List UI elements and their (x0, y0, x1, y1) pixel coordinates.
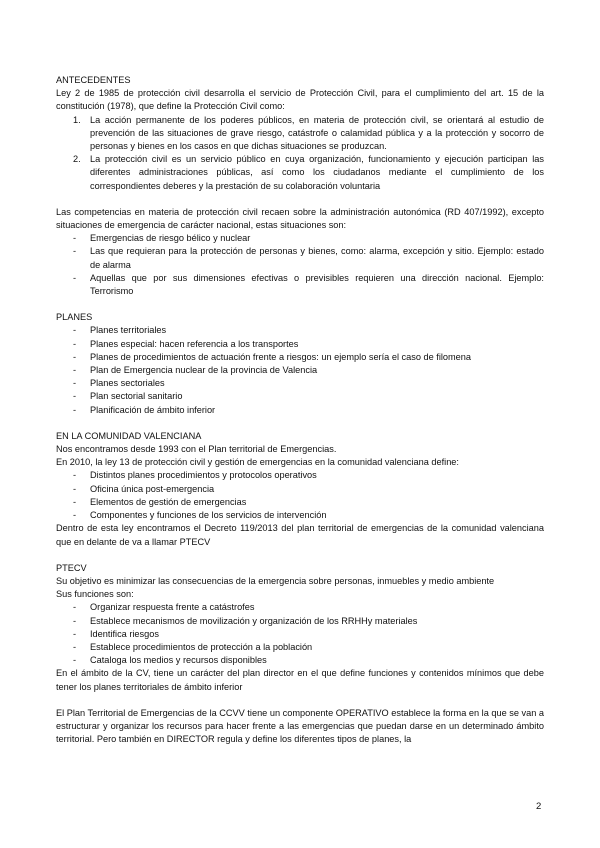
list-item-text: Componentes y funciones de los servicios de intervención (90, 510, 327, 521)
list-item: - Aquellas que por sus dimensiones efectivas o previsibles requieren una dirección nacional. Ejemplo: Terrorismo (73, 272, 544, 297)
list-item (56, 153, 544, 193)
list-item: - Oficina única post-emergencia (73, 483, 215, 494)
list-item-text: Planes sectoriales (90, 378, 165, 389)
list-item: - Organizar respuesta frente a catástrofes (73, 602, 255, 613)
ptecv-list (56, 601, 544, 667)
comunidad-heading: EN LA COMUNIDAD VALENCIANA (56, 430, 202, 441)
antecedentes-heading: ANTECEDENTES (56, 75, 131, 85)
list-item: - Planificación de ámbito inferior (73, 404, 216, 415)
antecedentes-list (56, 114, 544, 193)
planes-heading: PLANES (56, 312, 93, 323)
antecedentes-intro: Ley 2 de 1985 de protección civil desarrolla el servicio de Protección Civil, para el cumplimiento del art. 15 de la constitución (1978), que define la Protección Civil como: (56, 88, 544, 112)
list-item: - Las que requieran para la protección de personas y bienes, como: alarma, excepción y sitio. Ejemplo: estado de alarma (73, 246, 544, 270)
planes-list (56, 324, 544, 416)
page-number: 2 (536, 801, 542, 812)
comunidad-line-2: En 2010, la ley 13 de protección civil y gestión de emergencias en la comunidad valenciana define: (56, 457, 459, 468)
list-item-text: Plan sectorial sanitario (90, 391, 183, 402)
list-item-text: Emergencias de riesgo bélico y nuclear (90, 233, 251, 244)
list-item: - Planes sectoriales (73, 378, 165, 389)
final-paragraph: El Plan Territorial de Emergencias de la CCVV tiene un componente OPERATIVO establece la forma en la que se van a estructurar y organizar los recursos para hacer frente a las emergencias que puedan darse en un determinado ámbito territorial. Pero también en DIRECTOR regula y define los diferentes tipos de planes, la (56, 707, 544, 745)
list-item: - Plan sectorial sanitario (73, 391, 183, 402)
list-item: - Cataloga los medios y recursos disponibles (73, 655, 267, 666)
list-number: 2. (73, 154, 81, 165)
list-item-text: Planes territoriales (90, 325, 167, 336)
list-item: - Elementos de gestión de emergencias (73, 496, 247, 507)
comunidad-line-1: Nos encontramos desde 1993 con el Plan territorial de Emergencias. (56, 444, 337, 455)
list-item-text: Aquellas que por sus dimensiones efectivas o previsibles requieren una dirección nacional. Ejemplo: Terrorismo (90, 272, 544, 297)
ptecv-heading: PTECV (56, 562, 87, 573)
list-item: - Establece procedimientos de protección a la población (73, 641, 313, 652)
comunidad-list (56, 469, 544, 522)
list-item: - Identifica riesgos (73, 628, 159, 639)
list-item-text: Establece procedimientos de protección a la población (90, 641, 313, 652)
list-item: - Planes especial: hacen referencia a los transportes (73, 338, 299, 349)
ptecv-functions-label: Sus funciones son: (56, 589, 134, 600)
list-item: - Establece mecanismos de movilización y organización de los RRHHy materiales (73, 615, 418, 626)
page-content (56, 74, 544, 746)
list-item-text: Planes especial: hacen referencia a los transportes (90, 338, 299, 349)
list-item-text: Planes de procedimientos de actuación frente a riesgos: un ejemplo sería el caso de filomena (90, 351, 471, 362)
list-item-text: Cataloga los medios y recursos disponibles (90, 655, 267, 666)
comunidad-closing: Dentro de esta ley encontramos el Decreto 119/2013 del plan territorial de emergencias de la comunidad valenciana que en delante de va a llamar PTECV (56, 523, 544, 547)
list-item: - Componentes y funciones de los servicios de intervención (73, 510, 327, 521)
list-item-text: Elementos de gestión de emergencias (90, 496, 247, 507)
list-item: - Planes de procedimientos de actuación frente a riesgos: un ejemplo sería el caso de filomena (73, 351, 471, 362)
list-item-text: Establece mecanismos de movilización y organización de los RRHHy materiales (90, 615, 418, 626)
list-item-text: Oficina única post-emergencia (90, 483, 215, 494)
list-item: - Emergencias de riesgo bélico y nuclear (73, 233, 251, 244)
list-item-text: La protección civil es un servicio público en cuya organización, funcionamiento y ejecución participan las diferentes administraciones públicas, así como los ciudadanos mediante el cumplimiento de los correspondientes deberes y la prestación de su colaboración voluntaria (90, 154, 544, 191)
list-item-text: Distintos planes procedimientos y protocolos operativos (90, 470, 317, 481)
list-item: - Plan de Emergencia nuclear de la provincia de Valencia (73, 365, 318, 376)
list-number: 1. (73, 114, 81, 125)
list-item (56, 114, 544, 154)
list-item-text: Planificación de ámbito inferior (90, 404, 216, 415)
competencias-paragraph: Las competencias en materia de protección civil recaen sobre la administración autonómica (RD 407/1992), excepto situaciones de emergencia de carácter nacional, estas situaciones son: (56, 206, 544, 231)
list-item-text: Las que requieran para la protección de personas y bienes, como: alarma, excepción y sitio. Ejemplo: estado de alarma (90, 246, 544, 270)
list-item-text: Organizar respuesta frente a catástrofes (90, 602, 255, 613)
ptecv-closing: En el ámbito de la CV, tiene un carácter del plan director en el que define funciones y contenidos mínimos que debe tener los planes territoriales de ámbito inferior (56, 668, 544, 692)
list-item-text: La acción permanente de los poderes públicos, en materia de protección civil, se orientará al estudio de prevención de las situaciones de grave riesgo, catástrofe o calamidad pública y a la protección y socorro de personas y bienes en los casos en que dichas situaciones se produzcan. (90, 114, 544, 152)
list-item-text: Plan de Emergencia nuclear de la provincia de Valencia (90, 365, 318, 376)
list-item: - Planes territoriales (73, 325, 167, 336)
list-item: - Distintos planes procedimientos y protocolos operativos (73, 470, 317, 481)
competencias-list (56, 232, 544, 298)
list-item-text: Identifica riesgos (90, 628, 159, 639)
ptecv-objective: Su objetivo es minimizar las consecuencias de la emergencia sobre personas, inmuebles y medio ambiente (56, 575, 495, 586)
